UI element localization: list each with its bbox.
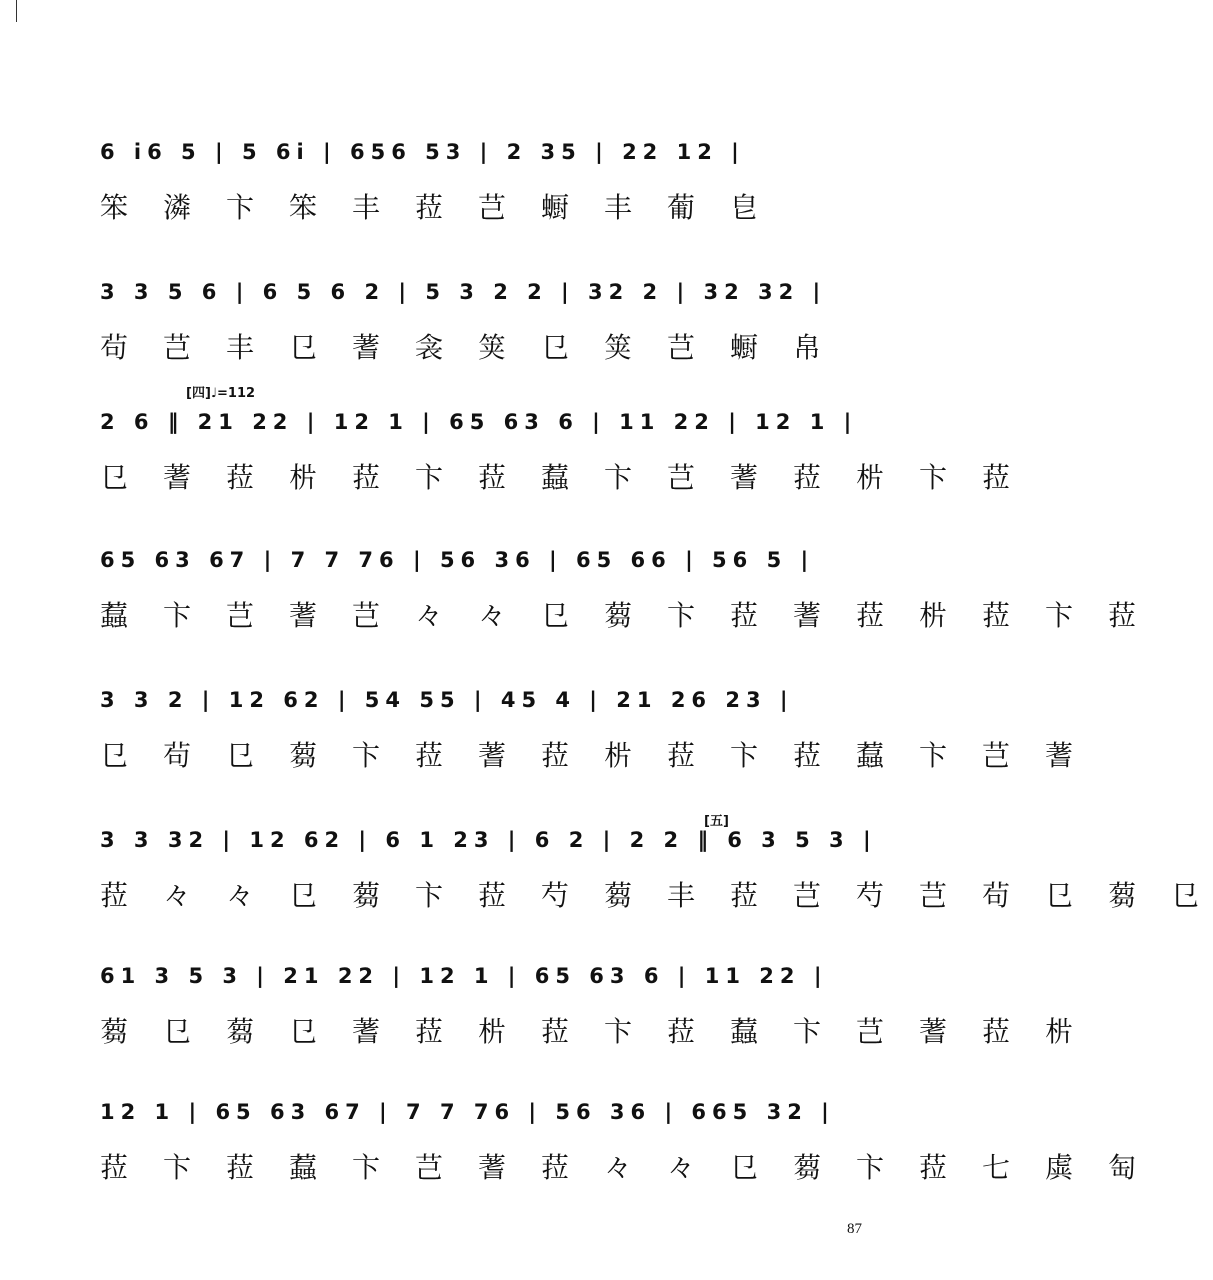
tablature-line: 菈 々 々 㔾 蒭 卞 菈 芍 蒭 丰 菈 芑 芍 芑 茍 㔾 蒭 㔾 [100,881,1213,912]
section-mark: [五] [704,814,729,829]
page-number: 87 [847,1221,862,1237]
jianpu-line: 65 63 67 | 7 7 76 | 56 36 | 65 66 | 56 5 | [100,548,815,572]
score-system-7 [100,964,1088,1056]
score-system-5 [100,688,1088,780]
tablature-line: 㔾 蓍 菈 㭊 菈 卞 菈 蠚 卞 芑 蓍 菈 㭊 卞 菈 [100,463,1025,494]
jianpu-line: 3 3 32 | 12 62 | 6 1 23 | 6 2 | 2 2 ‖ 6 3 5 3 | [100,828,877,852]
jianpu-line: 3 3 5 6 | 6 5 6 2 | 5 3 2 2 | 32 2 | 32 32 | [100,280,827,304]
jianpu-line: 2 6 ‖ 21 22 | 12 1 | 65 63 6 | 11 22 | 12 1 | [100,410,858,434]
tablature-line: 茍 芑 丰 㔾 蓍 衾 䇲 㔾 䇲 芑 蟵 帛 [100,333,836,364]
section-tempo-mark: [四]♩=112 [186,386,256,401]
jianpu-line: 6 i6 5 | 5 6i | 656 53 | 2 35 | 22 12 | [100,140,745,164]
score-system-4 [100,548,1151,640]
jianpu-line: 3 3 2 | 12 62 | 54 55 | 45 4 | 21 26 23 | [100,688,794,712]
score-system-1 [100,140,860,232]
tablature-line: 蠚 卞 芑 蓍 芑 々 々 㔾 蒭 卞 菈 蓍 菈 㭊 菈 卞 菈 [100,601,1151,632]
score-system-8 [100,1100,1151,1192]
score-system-3 [100,386,1025,502]
jianpu-line: 61 3 5 3 | 21 22 | 12 1 | 65 63 6 | 11 22 | [100,964,828,988]
tablature-line: 笨 潾 卞 笨 丰 菈 芑 蟵 丰 葡 皀 [100,193,773,224]
tablature-line: 蒭 㔾 蒭 㔾 蓍 菈 㭊 菈 卞 菈 蠚 卞 芑 蓍 菈 㭊 [100,1017,1088,1048]
jianpu-line: 12 1 | 65 63 67 | 7 7 76 | 56 36 | 665 32 | [100,1100,835,1124]
score-system-2 [100,280,860,372]
score-system-6 [100,814,1213,920]
tablature-line: 菈 卞 菈 蠚 卞 芑 蓍 菈 々 々 㔾 蒭 卞 菈 七 虡 匋 [100,1153,1151,1184]
tablature-line: 㔾 茍 㔾 蒭 卞 菈 蓍 菈 㭊 菈 卞 菈 蠚 卞 芑 蓍 [100,741,1088,772]
page-edge-mark [16,0,17,22]
